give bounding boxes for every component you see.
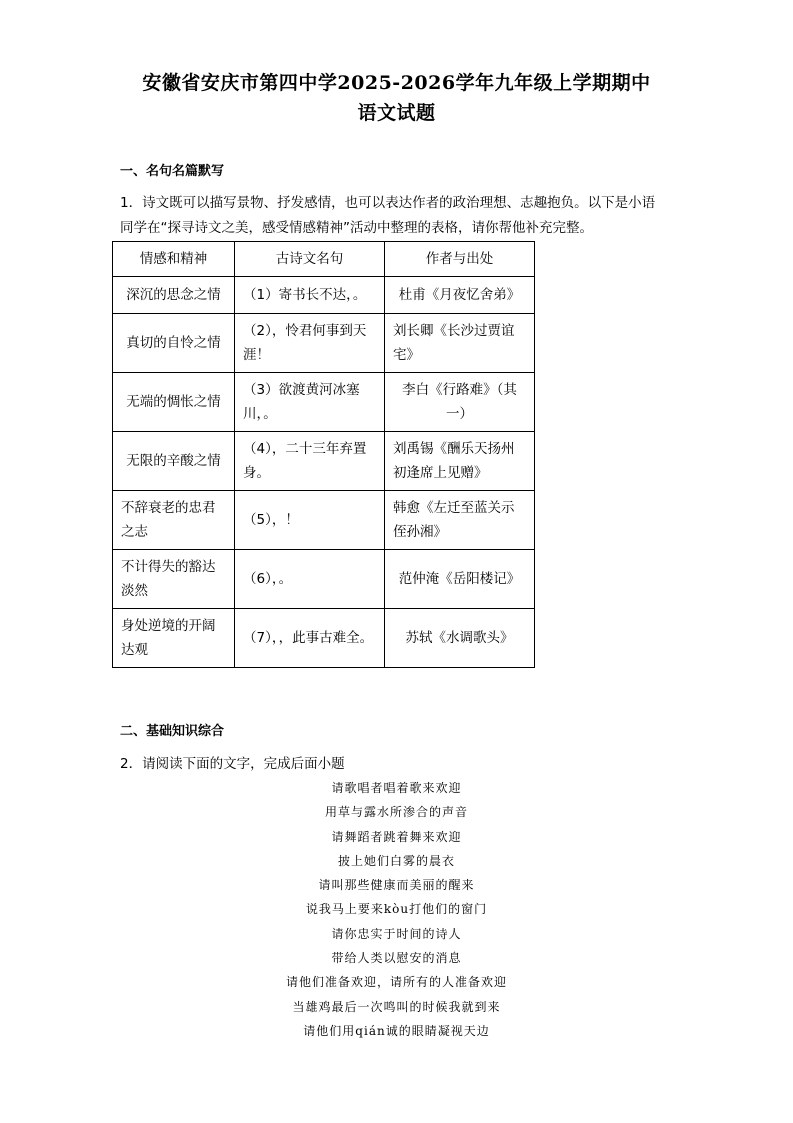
question-1-text: 1．诗文既可以描写景物、抒发感情，也可以表达作者的政治理想、志趣抱负。以下是小语同学在“探寻诗文之美，感受情感精神”活动中整理的表格，请你帮他补充完整。: [120, 195, 656, 236]
verse-cell: （6），。: [235, 550, 385, 609]
source-cell: 李白《行路难》（其一）: [385, 373, 535, 432]
table-row: [113, 373, 535, 432]
source-cell: 范仲淹《岳阳楼记》: [385, 550, 535, 609]
table-header-row: [113, 242, 535, 277]
page-title-line1: 安徽省安庆市第四中学2025-2026学年九年级上学期期中: [142, 72, 651, 94]
emotion-cell: 无限的辛酸之情: [113, 432, 235, 491]
poem-line: 请歌唱者唱着歌来欢迎: [331, 781, 462, 795]
emotion-cell: 身处逆境的开阔达观: [113, 609, 235, 668]
verse-cell: （5），！: [235, 491, 385, 550]
poem-line: 当雄鸡最后一次鸣叫的时候我就到来: [292, 999, 501, 1014]
section-heading-2: 二、基础知识综合: [120, 724, 225, 739]
emotion-cell: 不辞衰老的忠君之志: [113, 491, 235, 550]
page-title-line2: 语文试题: [357, 102, 436, 124]
poem-line: 请他们用qián诚的眼睛凝视天边: [303, 1023, 490, 1038]
emotion-cell: 真切的自怜之情: [113, 314, 235, 373]
poem-line: 请舞蹈者跳着舞来欢迎: [331, 829, 462, 844]
table-row: [113, 609, 535, 668]
poetry-table: [112, 241, 535, 668]
table-header-cell: 情感和精神: [113, 242, 235, 277]
verse-cell: （4），二十三年弃置身。: [235, 432, 385, 491]
poem-line: 披上她们白雾的晨衣: [337, 853, 455, 868]
poem-excerpt: [0, 776, 793, 1043]
emotion-cell: 不计得失的豁达淡然: [113, 550, 235, 609]
verse-cell: （1）寄书长不达，。: [235, 277, 385, 314]
poem-line: 请叫那些健康而美丽的醒来: [318, 878, 475, 893]
table-row: [113, 550, 535, 609]
table-row: [113, 277, 535, 314]
verse-cell: （2），怜君何事到天涯！: [235, 314, 385, 373]
source-cell: 刘禹锡《酬乐天扬州初逢席上见赠》: [385, 432, 535, 491]
section-heading-1: 一、名句名篇默写: [120, 164, 225, 179]
table-row: [113, 432, 535, 491]
emotion-cell: 无端的惆怅之情: [113, 373, 235, 432]
table-row: [113, 314, 535, 373]
source-cell: 韩愈《左迁至蓝关示侄孙湘》: [385, 491, 535, 550]
source-cell: 刘长卿《长沙过贾谊宅》: [385, 314, 535, 373]
verse-cell: （7），，此事古难全。: [235, 609, 385, 668]
poem-line: 用草与露水所渗合的声音: [324, 805, 468, 820]
verse-cell: （3）欲渡黄河冰塞川，。: [235, 373, 385, 432]
source-cell: 杜甫《月夜忆舍弟》: [385, 277, 535, 314]
table-row: [113, 491, 535, 550]
source-cell: 苏轼《水调歌头》: [385, 609, 535, 668]
poem-line: 说我马上要来kòu打他们的窗门: [305, 902, 488, 917]
poem-line: 请他们准备欢迎，请所有的人准备欢迎: [285, 975, 507, 990]
emotion-cell: 深沉的思念之情: [113, 277, 235, 314]
question-2-text: 2．请阅读下面的文字，完成后面小题: [120, 756, 345, 772]
table-header-cell: 作者与出处: [385, 242, 535, 277]
table-header-cell: 古诗文名句: [235, 242, 385, 277]
poem-line: 带给人类以慰安的消息: [331, 951, 462, 966]
poem-line: 请你忠实于时间的诗人: [331, 926, 462, 941]
